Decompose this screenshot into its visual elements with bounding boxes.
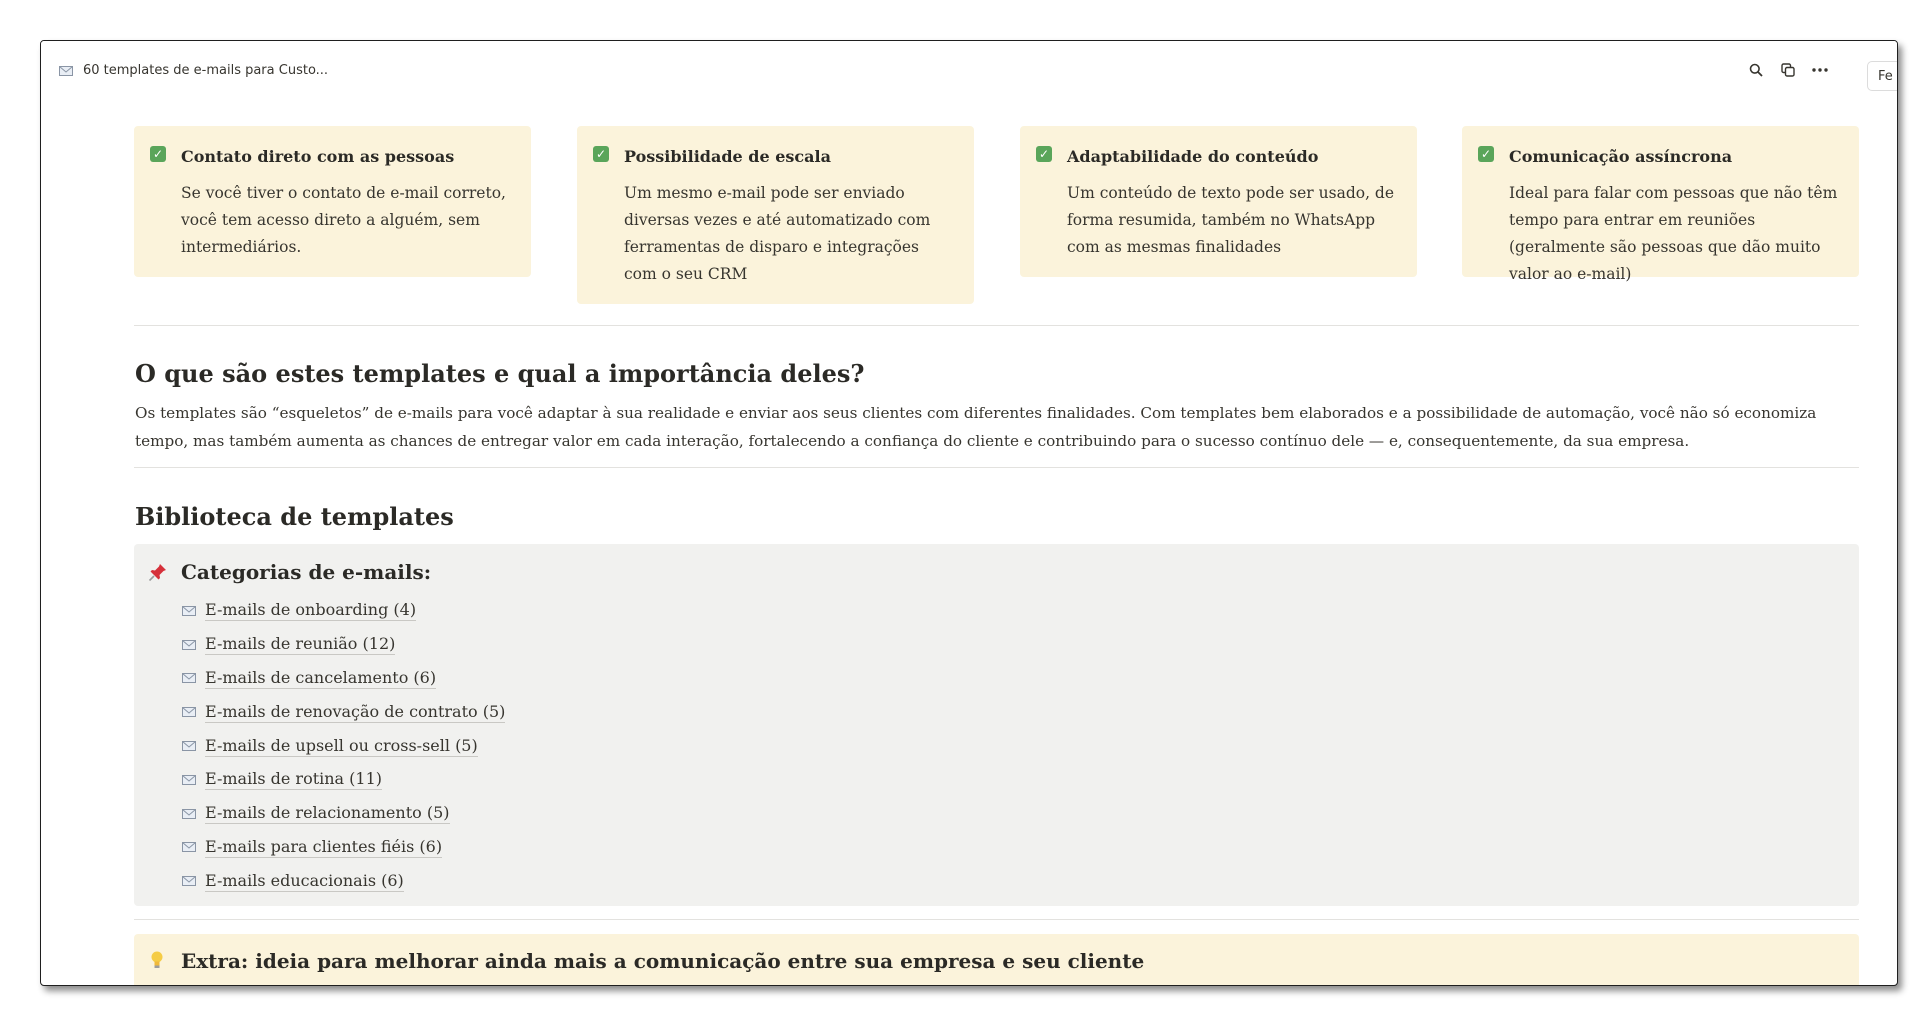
list-item bbox=[182, 864, 505, 898]
list-item bbox=[182, 729, 505, 763]
envelope-icon bbox=[182, 876, 196, 886]
intro-paragraph: Os templates são “esqueletos” de e-mails para você adaptar à sua realidade e enviar aos seus clientes com diferentes finalidades. Com templates bem elaborados e a possibilidade de automação, você não só economiza tempo, mas também aumenta as chances de entregar valor em cada interação, fortalecendo a confiança do cliente e contribuindo para o sucesso contínuo dele — e, consequentemente, da sua empresa. bbox=[135, 404, 1817, 450]
benefit-text: Um conteúdo de texto pode ser usado, de forma resumida, também no WhatsApp com as mesmas finalidades bbox=[1067, 184, 1395, 256]
benefit-card bbox=[1020, 126, 1417, 277]
envelope-icon bbox=[182, 741, 196, 751]
list-item bbox=[182, 662, 505, 696]
benefit-title: Possibilidade de escala bbox=[624, 147, 831, 166]
benefit-title: Comunicação assíncrona bbox=[1509, 147, 1733, 166]
divider bbox=[134, 467, 1859, 468]
category-link[interactable]: E-mails de cancelamento (6) bbox=[205, 667, 437, 687]
section-heading-intro: O que são estes templates e qual a importância deles? bbox=[135, 359, 865, 388]
more-options-icon[interactable] bbox=[1809, 59, 1831, 81]
app-window bbox=[40, 40, 1898, 986]
list-item bbox=[182, 628, 505, 662]
benefit-title: Contato direto com as pessoas bbox=[181, 147, 455, 166]
category-link[interactable]: E-mails de onboarding (4) bbox=[205, 600, 417, 620]
checkmark-icon: ✓ bbox=[1478, 146, 1494, 162]
benefit-text: Ideal para falar com pessoas que não têm tempo para entrar em reuniões (geralmente são pessoas que dão muito valor ao e-mail) bbox=[1509, 184, 1838, 283]
list-item bbox=[182, 831, 505, 865]
benefit-title: Adaptabilidade do conteúdo bbox=[1067, 147, 1319, 166]
envelope-icon bbox=[182, 775, 196, 785]
list-item bbox=[182, 763, 505, 797]
benefit-cards bbox=[134, 126, 1859, 306]
page-title[interactable]: 60 templates de e-mails para Custo... bbox=[83, 63, 329, 78]
envelope-icon bbox=[59, 66, 73, 76]
list-item bbox=[182, 695, 505, 729]
envelope-icon bbox=[182, 842, 196, 852]
benefit-card bbox=[577, 126, 974, 304]
benefit-card bbox=[134, 126, 531, 277]
category-list bbox=[182, 594, 505, 898]
extra-callout bbox=[134, 934, 1859, 986]
pushpin-icon bbox=[148, 562, 168, 582]
category-link[interactable]: E-mails de upsell ou cross-sell (5) bbox=[205, 735, 478, 755]
category-link[interactable]: E-mails de relacionamento (5) bbox=[205, 803, 450, 823]
envelope-icon bbox=[182, 809, 196, 819]
checkmark-icon: ✓ bbox=[1036, 146, 1052, 162]
section-heading-library: Biblioteca de templates bbox=[135, 502, 454, 531]
list-item bbox=[182, 594, 505, 628]
category-link[interactable]: E-mails de renovação de contrato (5) bbox=[205, 701, 506, 721]
duplicate-icon[interactable] bbox=[1777, 59, 1799, 81]
share-button[interactable]: Fe bbox=[1867, 61, 1898, 91]
category-link[interactable]: E-mails de rotina (11) bbox=[205, 769, 383, 789]
envelope-icon bbox=[182, 673, 196, 683]
envelope-icon bbox=[182, 640, 196, 650]
category-link[interactable]: E-mails de reunião (12) bbox=[205, 634, 396, 654]
callout-title: Categorias de e-mails: bbox=[181, 560, 432, 584]
search-icon[interactable] bbox=[1745, 59, 1767, 81]
envelope-icon bbox=[182, 707, 196, 717]
envelope-icon bbox=[182, 606, 196, 616]
toolbar bbox=[1745, 59, 1831, 81]
extra-title: Extra: ideia para melhorar ainda mais a comunicação entre sua empresa e seu cliente bbox=[181, 949, 1145, 973]
top-bar bbox=[41, 41, 1897, 97]
categories-callout bbox=[134, 544, 1859, 906]
list-item bbox=[182, 797, 505, 831]
breadcrumb[interactable] bbox=[59, 63, 328, 78]
benefit-card bbox=[1462, 126, 1859, 283]
category-link[interactable]: E-mails para clientes fiéis (6) bbox=[205, 836, 443, 856]
checkmark-icon: ✓ bbox=[593, 146, 609, 162]
benefit-text: Um mesmo e-mail pode ser enviado diversas vezes e até automatizado com ferramentas de disparo e integrações com o seu CRM bbox=[624, 184, 931, 283]
divider bbox=[134, 325, 1859, 326]
lightbulb-icon bbox=[150, 950, 164, 970]
benefit-text: Se você tiver o contato de e-mail correto, você tem acesso direto a alguém, sem intermediários. bbox=[181, 184, 506, 256]
checkmark-icon: ✓ bbox=[150, 146, 166, 162]
divider bbox=[134, 919, 1859, 920]
category-link[interactable]: E-mails educacionais (6) bbox=[205, 870, 404, 890]
